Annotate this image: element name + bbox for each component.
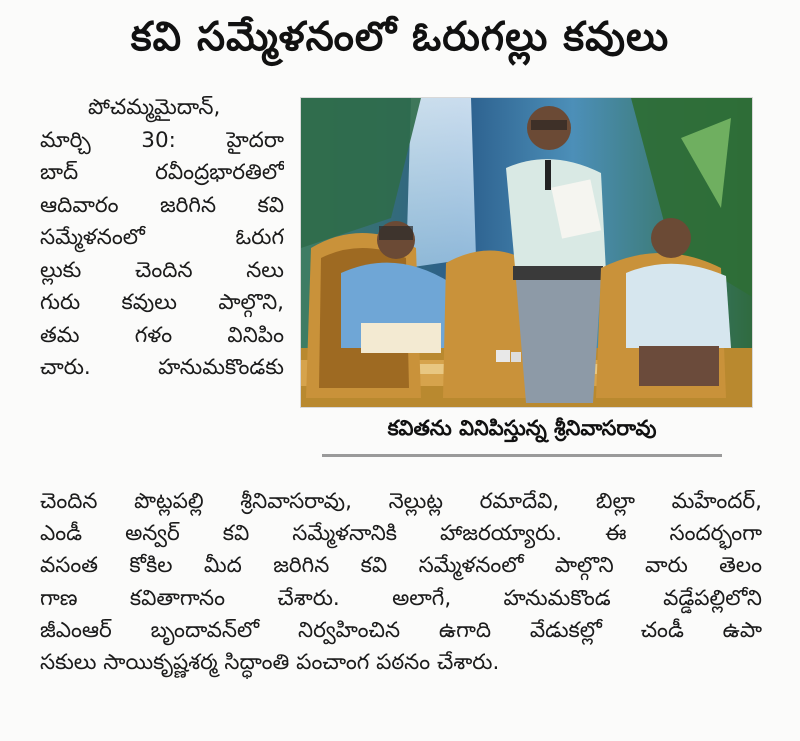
body-line: వసంత కోకిల మీద జరిగిన కవి సమ్మేళనంలో పాల్గొని వారు తెలం [40,553,762,579]
body-line: సకులు సాయికృష్ణశర్మ సిద్ధాంతి పంచాంగ పఠనం చేశారు. [40,649,500,675]
event-photo [300,97,753,408]
photo-caption: కవితను వినిపిస్తున్న శ్రీనివాసరావు [322,416,722,457]
body-line: తమ గళం వినిపిం [40,322,284,348]
body-line: గాణ కవితాగానం చేశారు. అలాగే, హనుమకొండ వడ్డేపల్లిలోని [40,585,762,611]
event-photo-illustration [301,98,753,408]
body-line: సమ్మేళనంలో ఓరుగ [40,225,284,250]
body-line: గురు కవులు పాల్గొని, [40,290,284,315]
body-line: జీఎంఆర్ బృందావన్‌లో నిర్వహించిన ఉగాది వేడుకల్లో చండీ ఉపా [40,617,762,643]
body-line: పోచమ్మమైదాన్, [88,95,221,120]
body-line: ల్లుకు చెందిన నలు [40,257,284,283]
article-headline: కవి సమ్మేళనంలో ఓరుగల్లు కవులు [130,14,670,60]
article-body-full-width [40,486,762,679]
article-body-left-column [40,92,284,385]
body-line: ఆదివారం జరిగిన కవి [40,192,284,218]
body-line: మార్చి 30: హైదరా [40,127,284,153]
body-line: బాద్ రవీంద్రభారతిలో [40,160,284,185]
body-line: ఎండీ అన్వర్ కవి సమ్మేళనానికి హాజరయ్యారు. ఈ సందర్భంగా [40,521,762,547]
body-line: చారు. హనుమకొండకు [40,355,284,380]
body-line: చెందిన పొట్లపల్లి శ్రీనివాసరావు, నెల్లుట్ల రమాదేవి, బిల్లా మహేందర్, [40,489,762,514]
